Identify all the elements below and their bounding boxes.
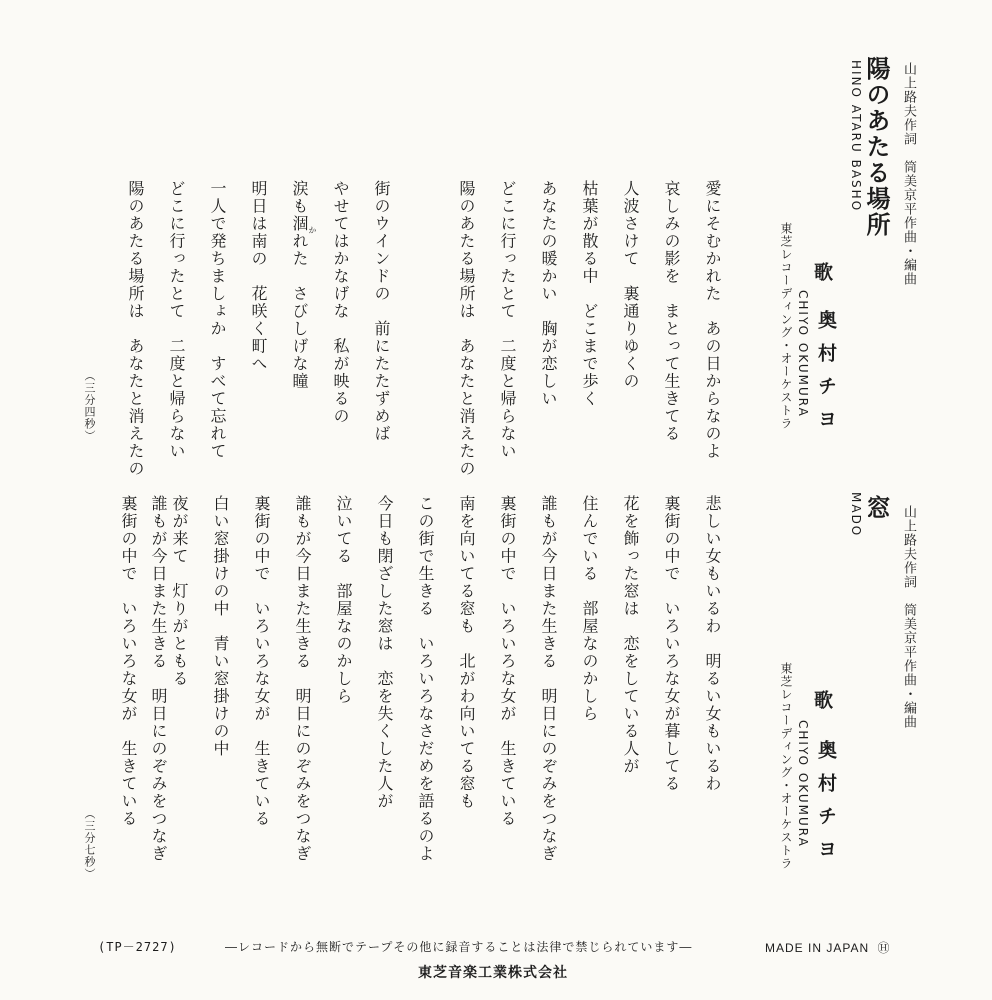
song1-lyric-line: 愛にそむかれた あの日からなのよ bbox=[703, 180, 722, 460]
song1-lyric-line: 人波さけて 裏通りゆくの bbox=[621, 180, 640, 390]
made-in-label: MADE IN JAPAN bbox=[765, 941, 870, 955]
song1-lyric-line: 陽のあたる場所は あなたと消えたの bbox=[457, 180, 476, 478]
song1-lyric-line: 明日は南の 花咲く町へ bbox=[249, 180, 268, 373]
song2-lyric-line: 白い窓掛けの中 青い窓掛けの中 bbox=[211, 495, 230, 758]
song1-orchestra: 東芝レコーディング・オーケストラ bbox=[779, 222, 793, 430]
song2-orchestra: 東芝レコーディング・オーケストラ bbox=[779, 662, 793, 870]
song2-lyric-line: 裏街の中で いろいろな女が暮してる bbox=[662, 495, 681, 793]
song1-lyric-line: 街のウインドの 前にたたずめば bbox=[372, 180, 391, 443]
song2-duration: （三分七秒） bbox=[83, 808, 96, 880]
song1-lyric-line: 一人で発ちましょか すべて忘れて bbox=[208, 180, 227, 460]
song1-lyric-line: どこに行ったとて 二度と帰らない bbox=[498, 180, 517, 460]
song1-credit: 山上路夫作詞 筒美京平作曲・編曲 bbox=[901, 62, 916, 286]
made-in-japan bbox=[765, 939, 890, 956]
song2-romaji: MADO bbox=[849, 492, 863, 538]
song2-singer: 奥村チヨ bbox=[815, 740, 837, 872]
song1-lyric-line: 陽のあたる場所は あなたと消えたの bbox=[126, 180, 145, 478]
song2-lyric-line: 悲しい女もいるわ 明るい女もいるわ bbox=[703, 495, 722, 793]
song2-lyric-line: 泣いてる 部屋なのかしら bbox=[334, 495, 353, 705]
song2-lyric-line: 裏街の中で いろいろな女が 生きている bbox=[252, 495, 271, 828]
song2-lyric-line: 南を向いてる窓も 北がわ向いてる窓も bbox=[457, 495, 476, 810]
song1-ruby: か bbox=[308, 226, 317, 234]
copyright-notice: ―レコードから無断でテープその他に録音することは法律で禁じられています― bbox=[225, 940, 693, 954]
song2-lyric-line: 誰もが今日また生きる 明日にのぞみをつなぎ bbox=[293, 495, 312, 863]
song2-lyric-line: 今日も閉ざした窓は 恋を失くした人が bbox=[375, 495, 394, 810]
song2-singer-prefix: 歌 bbox=[811, 690, 833, 715]
song1-title: 陽のあたる場所 bbox=[862, 56, 891, 238]
song1-lyric-line: あなたの暖かい 胸が恋しい bbox=[539, 180, 558, 408]
song2-lyric-line: 夜が来て 灯りがともる bbox=[170, 495, 189, 688]
song1-lyric-line: 枯葉が散る中 どこまで歩く bbox=[580, 180, 599, 408]
song1-lyric-line: 涙も涸れた さびしげな瞳 bbox=[290, 180, 309, 390]
song2-lyric-line: この街で生きる いろいろなさだめを語るのよ bbox=[416, 495, 435, 863]
song2-credit: 山上路夫作詞 筒美京平作曲・編曲 bbox=[901, 505, 916, 729]
song2-lyric-line: 裏街の中で いろいろな女が 生きている bbox=[119, 495, 138, 828]
song2-lyric-line: 住んでいる 部屋なのかしら bbox=[580, 495, 599, 723]
song1-singer-prefix: 歌 bbox=[811, 262, 833, 287]
company-name: 東芝音楽工業株式会社 bbox=[418, 965, 568, 981]
catalog-number: (TP－2727) bbox=[98, 940, 177, 954]
song1-lyric-line: やせてはかなげな 私が映るの bbox=[331, 180, 350, 425]
song1-duration: （三分四秒） bbox=[83, 370, 96, 442]
song2-lyric-line: 花を飾った窓は 恋をしている人が bbox=[621, 495, 640, 775]
song1-singer: 奥村チヨ bbox=[815, 310, 837, 442]
h-mark-icon: Ⓗ bbox=[877, 941, 891, 955]
song1-singer-romaji: CHIYO OKUMURA bbox=[796, 290, 810, 418]
song1-lyric-line: 哀しみの影を まとって生きてる bbox=[662, 180, 681, 443]
song1-romaji: HINO ATARU BASHO bbox=[849, 60, 863, 213]
song2-title: 窓 bbox=[862, 495, 891, 521]
song2-lyric-line: 誰もが今日また生きる 明日にのぞみをつなぎ bbox=[539, 495, 558, 863]
song2-lyric-line: 裏街の中で いろいろな女が 生きている bbox=[498, 495, 517, 828]
song1-lyric-line: どこに行ったとて 二度と帰らない bbox=[167, 180, 186, 460]
song2-lyric-line: 誰もが今日また生きる 明日にのぞみをつなぎ bbox=[149, 495, 168, 863]
song2-singer-romaji: CHIYO OKUMURA bbox=[796, 720, 810, 848]
